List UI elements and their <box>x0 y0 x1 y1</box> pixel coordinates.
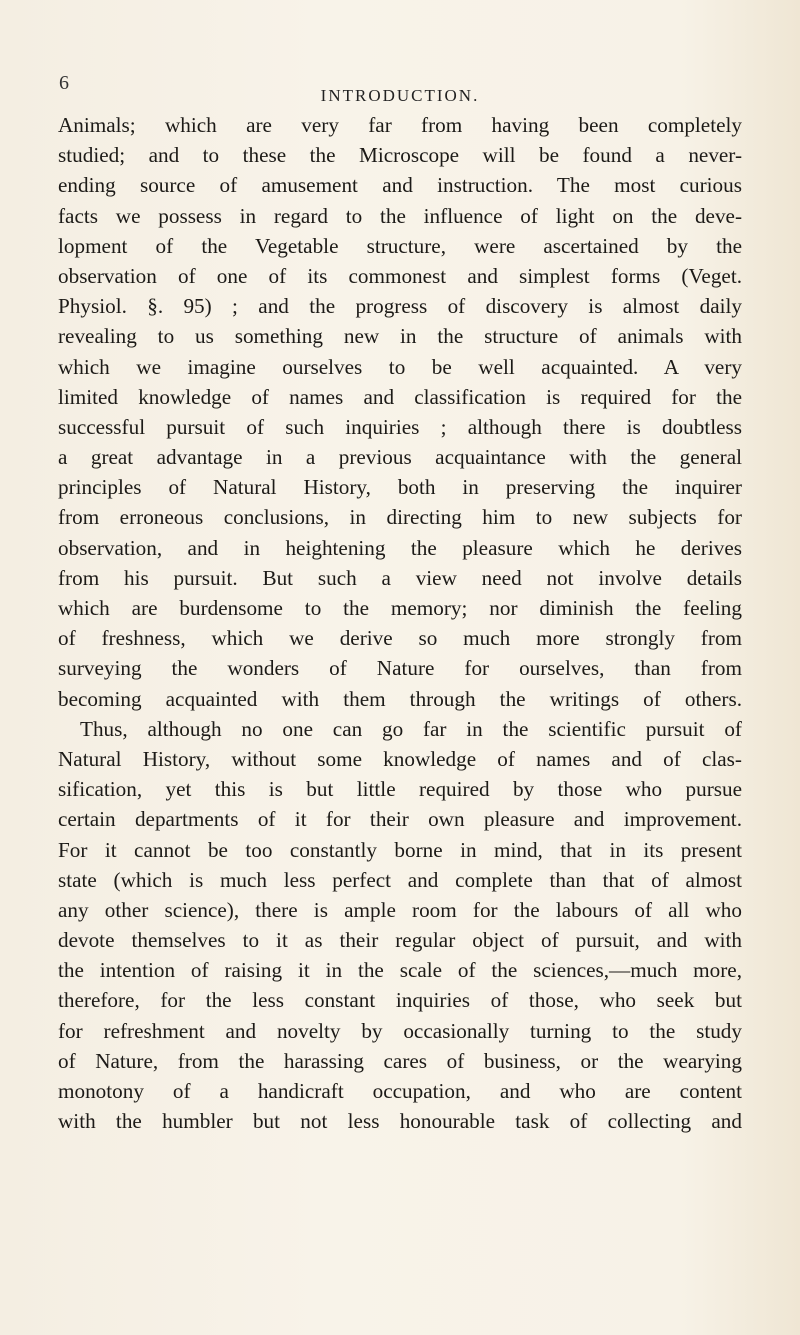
text-line: For it cannot be too constantly borne in mind, that in its present <box>58 837 742 862</box>
text-line: therefore, for the less constant inquiries of those, who seek but <box>58 988 742 1013</box>
text-line: limited knowledge of names and classification is required for the <box>58 384 742 409</box>
text-line: Thus, although no one can go far in the scientific pursuit of <box>80 716 742 741</box>
text-line: from erroneous conclusions, in directing him to new subjects for <box>58 505 742 530</box>
text-line: revealing to us something new in the structure of animals with <box>58 324 742 349</box>
running-head: INTRODUCTION. <box>320 86 480 105</box>
text-line: a great advantage in a previous acquaintance with the general <box>58 445 742 470</box>
text-line: lopment of the Vegetable structure, were ascertained by the <box>58 233 742 258</box>
text-line: state (which is much less perfect and complete than that of almost <box>58 867 742 892</box>
text-line: ending source of amusement and instruction. The most curious <box>58 173 742 198</box>
page-number: 6 <box>59 72 69 94</box>
text-line: Physiol. §. 95) ; and the progress of discovery is almost daily <box>58 294 742 319</box>
text-line: devote themselves to it as their regular object of pursuit, and with <box>58 928 742 953</box>
text-line: principles of Natural History, both in preserving the inquirer <box>58 475 742 500</box>
text-line: with the humbler but not less honourable task of collecting and <box>58 1109 742 1134</box>
text-line: facts we possess in regard to the influence of light on the deve- <box>58 203 742 228</box>
text-line: for refreshment and novelty by occasionally turning to the study <box>58 1018 742 1043</box>
text-line: the intention of raising it in the scale of the sciences,—much more, <box>58 958 742 983</box>
text-line: which we imagine ourselves to be well acquainted. A very <box>58 354 742 379</box>
text-line: observation of one of its commonest and simplest forms (Veget. <box>58 263 742 288</box>
text-line: which are burdensome to the memory; nor diminish the feeling <box>58 596 742 620</box>
body-text <box>58 110 742 1136</box>
text-line: any other science), there is ample room for the labours of all who <box>58 897 742 922</box>
text-line: studied; and to these the Microscope will be found a never- <box>58 143 742 168</box>
text-line: of freshness, which we derive so much more strongly from <box>58 626 742 651</box>
text-line: surveying the wonders of Nature for ourselves, than from <box>58 656 742 681</box>
text-line: observation, and in heightening the pleasure which he derives <box>58 535 742 560</box>
text-line: certain departments of it for their own pleasure and improvement. <box>58 807 742 832</box>
text-line: Natural History, without some knowledge of names and of clas- <box>58 746 742 771</box>
text-line: monotony of a handicraft occupation, and who are content <box>58 1079 742 1103</box>
text-line: sification, yet this is but little required by those who pursue <box>58 777 742 802</box>
text-line: becoming acquainted with them through the writings of others. <box>58 686 742 711</box>
text-line: of Nature, from the harassing cares of business, or the wearying <box>58 1048 742 1073</box>
text-line: Animals; which are very far from having been completely <box>58 113 742 137</box>
text-line: successful pursuit of such inquiries ; although there is doubtless <box>58 414 742 439</box>
text-line: from his pursuit. But such a view need not involve details <box>58 565 742 590</box>
